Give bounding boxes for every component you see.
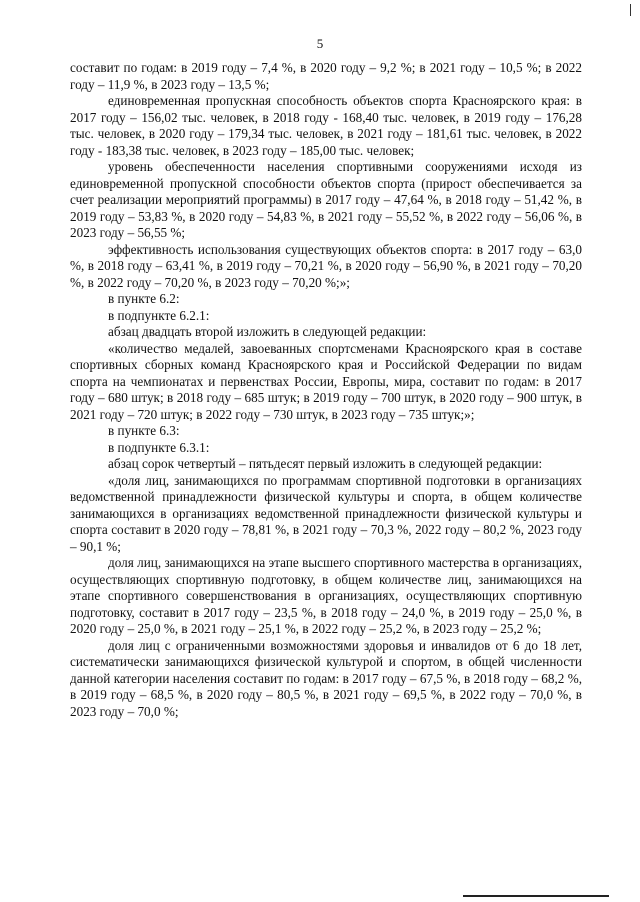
paragraph: в подпункте 6.3.1: <box>108 439 210 455</box>
paragraph: в подпункте 6.2.1: <box>108 307 210 323</box>
paragraph: уровень обеспеченности населения спортивными сооружениями исходя из единовременной пропускной способности объектов спорта (прирост обеспечивается за счет реализации мероприятий программы) в 2017 году – 47,64 %, в 2018 году – 51,42 %, в 2019 году – 53,83 %, в 2020 году – 54,83 %, в 2021 году – 55,52 %, в 2022 году – 56,06 %, в 2023 году – 56,55 %; <box>70 159 582 240</box>
paragraph: единовременная пропускная способность объектов спорта Красноярского края: в 2017 году – 156,02 тыс. человек, в 2018 году - 168,40 тыс. человек, в 2019 году – 176,28 тыс. человек, в 2020 году – 179,34 тыс. человек, в 2021 году – 181,61 тыс. человек, в 2022 году - 183,38 тыс. человек, в 2023 году – 185,00 тыс. человек; <box>70 93 582 158</box>
paragraph: абзац двадцать второй изложить в следующей редакции: <box>108 324 427 339</box>
paragraph: доля лиц, занимающихся на этапе высшего спортивного мастерства в организациях, осуществляющих спортивную подготовку, в общем количестве лиц, занимающихся на этапе спортивного совершенствования в организациях, осуществляющих спортивную подготовку, составит в 2017 году – 23,5 %, в 2018 году – 24,0 %, в 2019 году – 25,0 %, в 2020 году – 25,0 %, в 2021 году – 25,1 %, в 2022 году – 25,2 %, в 2023 году – 25,2 %; <box>70 555 582 636</box>
scan-edge-mark <box>630 4 631 16</box>
paragraph: абзац сорок четвертый – пятьдесят первый изложить в следующей редакции: <box>108 456 543 471</box>
document-body <box>70 60 582 720</box>
paragraph: «количество медалей, завоеванных спортсменами Красноярского края в составе спортивных сборных команд Красноярского края и Российской Федерации по видам спорта на чемпионатах и первенствах России, Европы, мира, составит по годам: в 2017 году – 680 штук; в 2018 году – 685 штук; в 2019 году – 700 штук, в 2020 году – 900 штук, в 2021 году – 720 штук; в 2022 году – 730 штук, в 2023 году – 735 штук;»; <box>70 340 582 422</box>
page-number: 5 <box>316 36 324 51</box>
paragraph: эффективность использования существующих объектов спорта: в 2017 году – 63,0 %, в 2018 году – 63,41 %, в 2019 году – 70,21 %, в 2020 году – 56,90 %, в 2021 году – 70,20 %, в 2022 году – 70,20 %, в 2023 году – 70,20 %;»; <box>70 241 582 290</box>
bottom-rule <box>463 895 609 897</box>
paragraph: доля лиц с ограниченными возможностями здоровья и инвалидов от 6 до 18 лет, систематически занимающихся физической культурой и спортом, в общей численности данной категории населения составит по годам: в 2017 году – 67,5 %, в 2018 году – 68,2 %, в 2019 году – 68,5 %, в 2020 году – 80,5 %, в 2021 году – 69,5 %, в 2022 году – 70,0 %, в 2023 году – 70,0 %; <box>70 637 582 719</box>
paragraph: в пункте 6.2: <box>108 291 180 306</box>
paragraph: «доля лиц, занимающихся по программам спортивной подготовки в организациях ведомственной принадлежности физической культуры и спорта, в общем количестве занимающихся в организациях ведомственной принадлежности физической культуры и спорта составит в 2020 году – 78,81 %, в 2021 году – 70,3 %, 2022 году – 80,2 %, 2023 году – 90,1 %; <box>70 472 582 554</box>
paragraph: в пункте 6.3: <box>108 423 180 438</box>
paragraph: составит по годам: в 2019 году – 7,4 %, в 2020 году – 9,2 %; в 2021 году – 10,5 %; в 2022 году – 11,9 %, в 2023 году – 13,5 %; <box>70 60 582 92</box>
